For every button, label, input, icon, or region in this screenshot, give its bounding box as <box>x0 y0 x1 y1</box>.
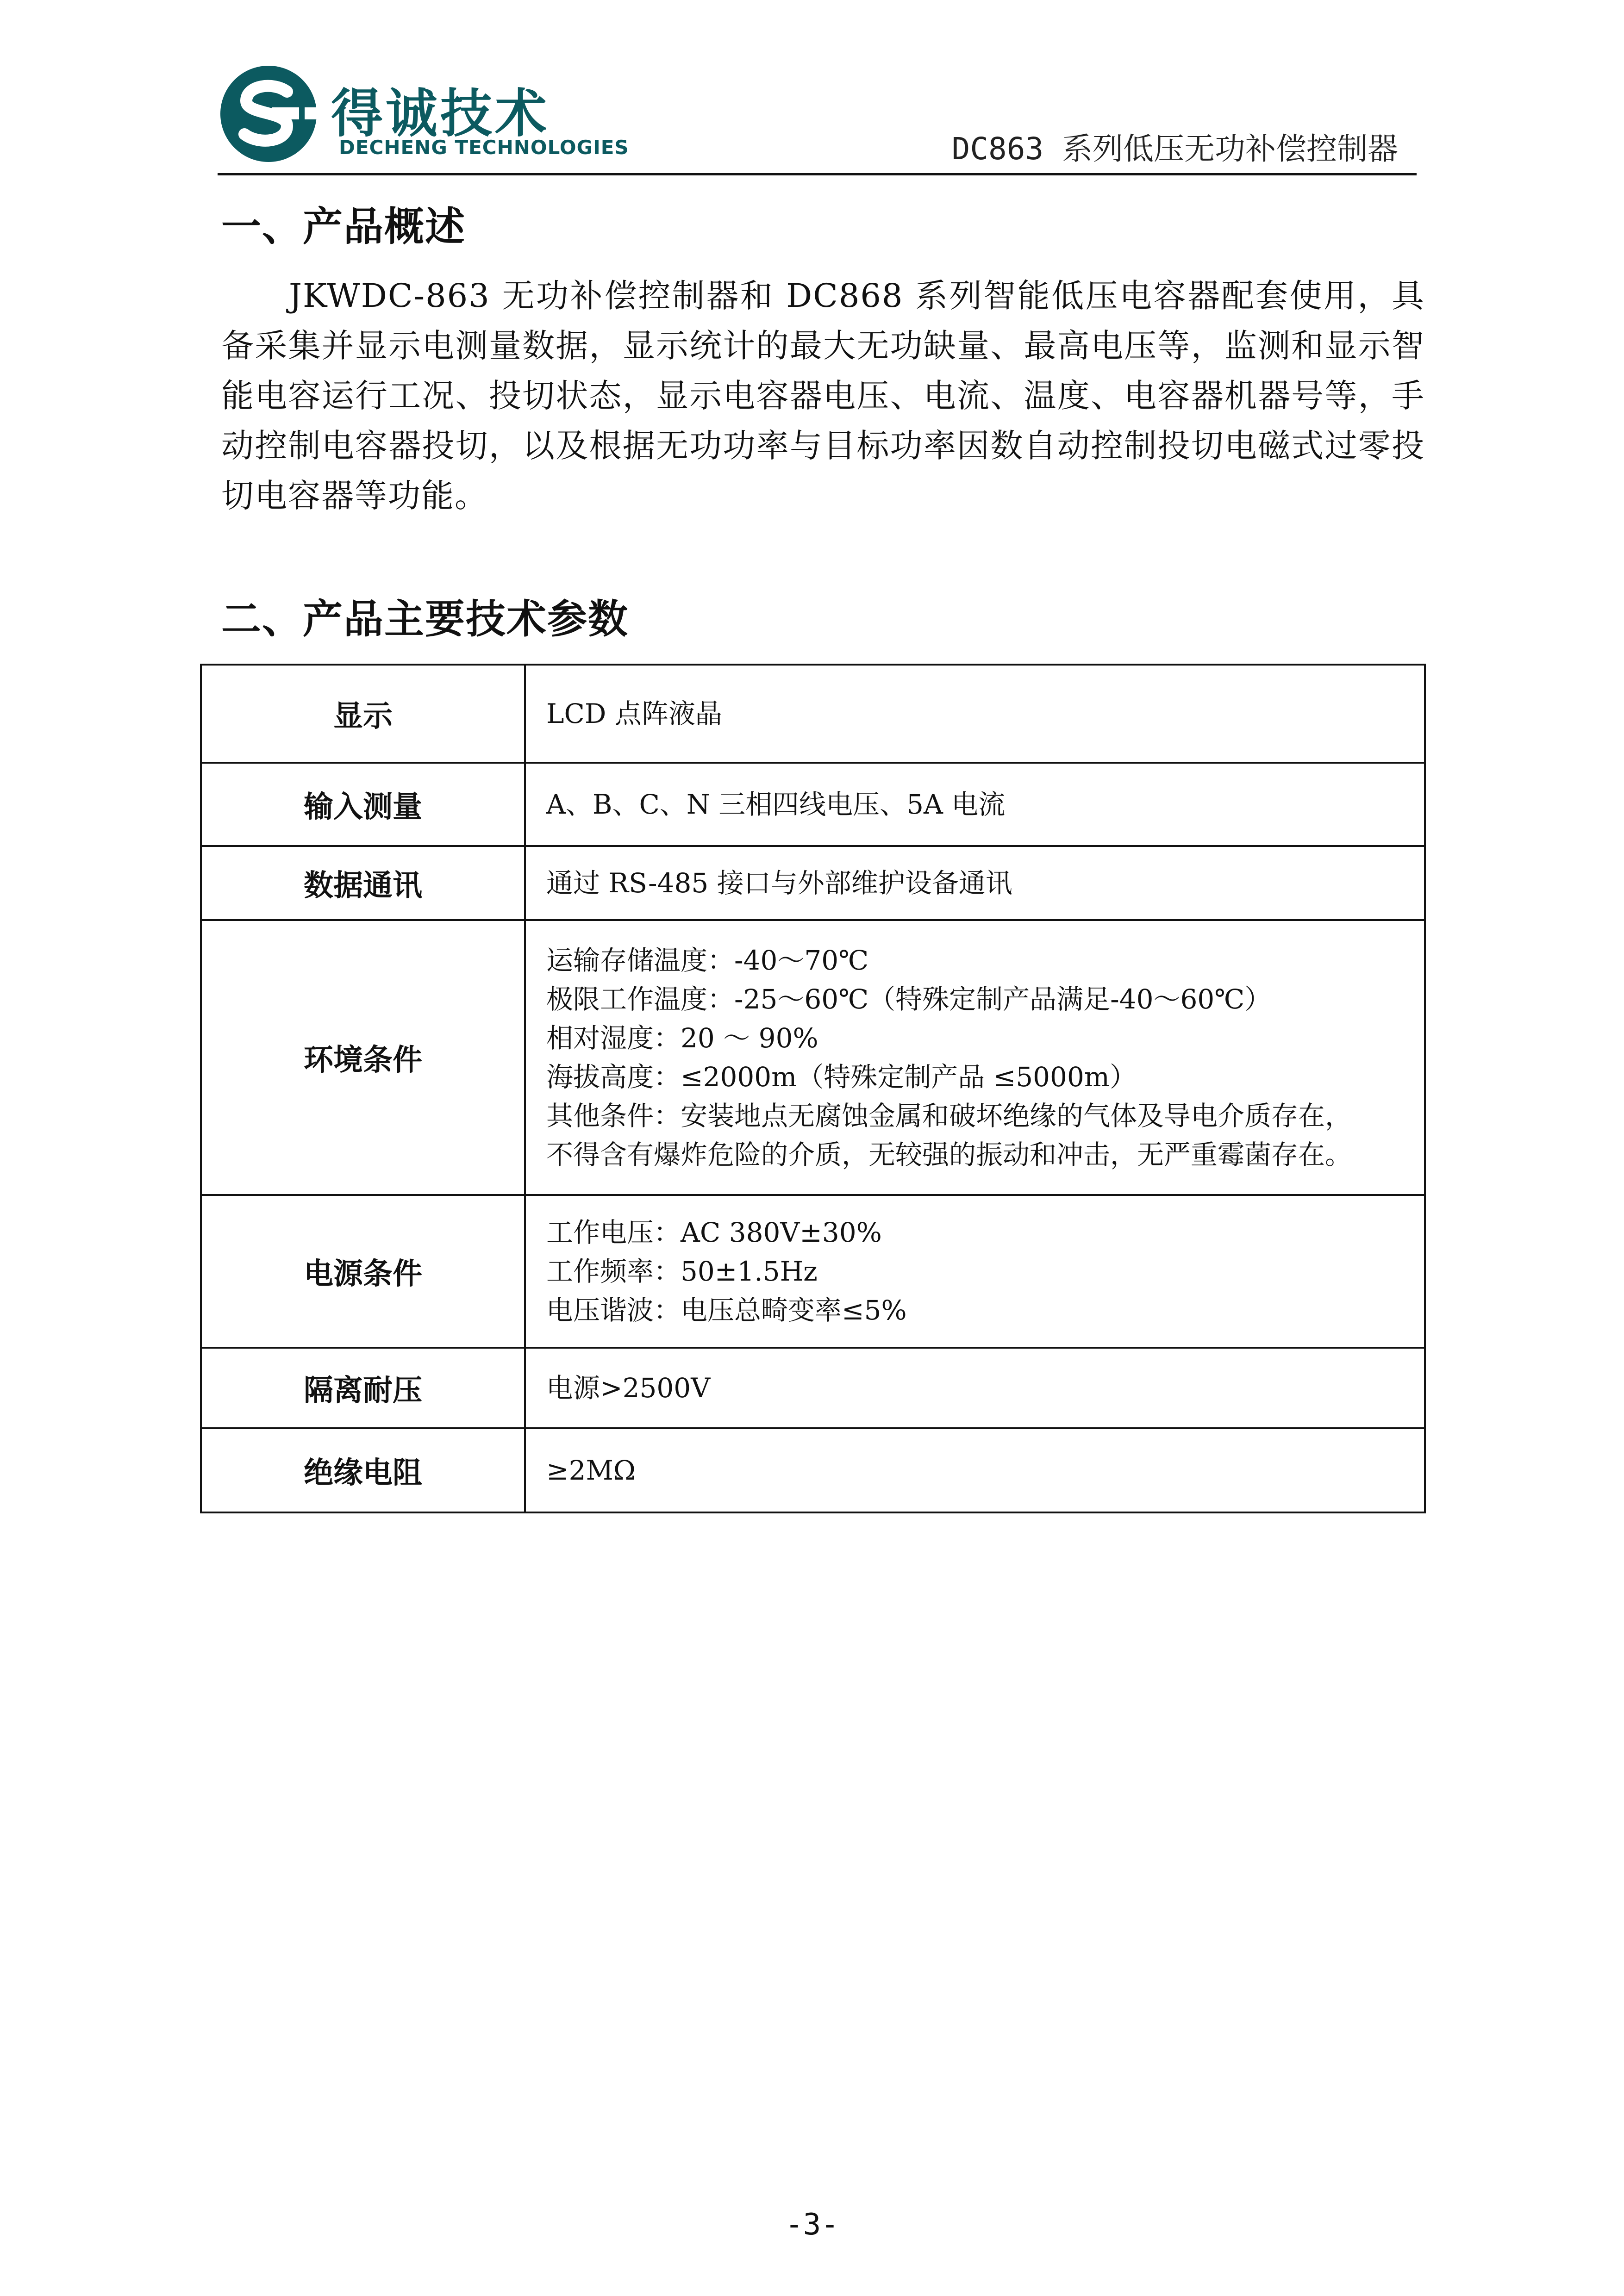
parameter-label: 输入测量 <box>201 763 525 846</box>
header-divider <box>218 173 1417 175</box>
page-header <box>218 59 1417 175</box>
table-row-insulation-resistance <box>201 1428 1425 1512</box>
parameter-value-line: A、B、C、N 三相四线电压、5A 电流 <box>546 789 1006 820</box>
section-title-overview: 一、产品概述 <box>221 204 466 250</box>
parameter-label: 显示 <box>201 665 525 763</box>
table-row-power-conditions <box>201 1195 1425 1348</box>
parameter-value <box>525 1195 1425 1348</box>
parameter-value <box>525 1348 1425 1428</box>
parameter-value-line: 通过 RS-485 接口与外部维护设备通讯 <box>546 867 1012 899</box>
parameter-label: 绝缘电阻 <box>201 1428 525 1512</box>
parameter-value-line: 电源>2500V <box>546 1372 711 1404</box>
parameter-value <box>525 846 1425 920</box>
technical-parameters-table <box>200 664 1426 1513</box>
parameter-value <box>525 920 1425 1195</box>
parameter-value-line: 海拔高度：≤2000m（特殊定制产品 ≤5000m） <box>546 1061 1137 1093</box>
parameter-value <box>525 665 1425 763</box>
parameter-label: 电源条件 <box>201 1195 525 1348</box>
decheng-logo-icon <box>218 63 319 165</box>
parameter-label: 环境条件 <box>201 920 525 1195</box>
parameter-value-line: 运输存储温度：-40～70℃ <box>546 945 869 976</box>
parameter-value-line: 其他条件：安装地点无腐蚀金属和破坏绝缘的气体及导电介质存在， <box>546 1100 1352 1132</box>
overview-paragraph: JKWDC-863 无功补偿控制器和 DC868 系列智能低压电容器配套使用，具备采集并显示电测量数据，显示统计的最大无功缺量、最高电压等，监测和显示智能电容运行工况、投切状态，显示电容器电压、电流、温度、电容器机器号等，手动控制电容器投切，以及根据无功功率与目标功率因数自动控制投切电磁式过零投切电容器等功能。 <box>221 277 1425 515</box>
table-row-display <box>201 665 1425 763</box>
parameter-value-line: 电压谐波：电压总畸变率≤5% <box>546 1294 907 1326</box>
logo-chinese-name: 得诚技术 <box>331 84 550 144</box>
document-header-title: DC863 系列低压无功补偿控制器 <box>951 131 1398 167</box>
page-number: -3- <box>785 2208 839 2242</box>
section-title-parameters: 二、产品主要技术参数 <box>221 596 629 642</box>
parameter-value-line: 相对湿度：20 ～ 90% <box>546 1022 818 1054</box>
parameter-value <box>525 763 1425 846</box>
logo-english-name: DECHENG TECHNOLOGIES <box>339 136 629 159</box>
parameter-value-line: ≥2MΩ <box>546 1455 636 1486</box>
parameter-label: 数据通讯 <box>201 846 525 920</box>
company-logo <box>218 63 708 174</box>
table-row-data-communication <box>201 846 1425 920</box>
table-row-input-measurement <box>201 763 1425 846</box>
parameter-value-line: 工作电压：AC 380V±30% <box>546 1217 882 1248</box>
table-row-isolation-voltage <box>201 1348 1425 1428</box>
parameter-value-line: 极限工作温度：-25～60℃（特殊定制产品满足-40～60℃） <box>546 983 1272 1015</box>
table-row-environment-conditions <box>201 920 1425 1195</box>
parameter-value <box>525 1428 1425 1512</box>
parameter-value-line: LCD 点阵液晶 <box>546 698 722 729</box>
parameters-table-body <box>201 665 1425 1512</box>
parameter-value-line: 不得含有爆炸危险的介质，无较强的振动和冲击，无严重霉菌存在。 <box>546 1139 1352 1170</box>
parameter-value-line: 工作频率：50±1.5Hz <box>546 1256 818 1287</box>
parameter-label: 隔离耐压 <box>201 1348 525 1428</box>
